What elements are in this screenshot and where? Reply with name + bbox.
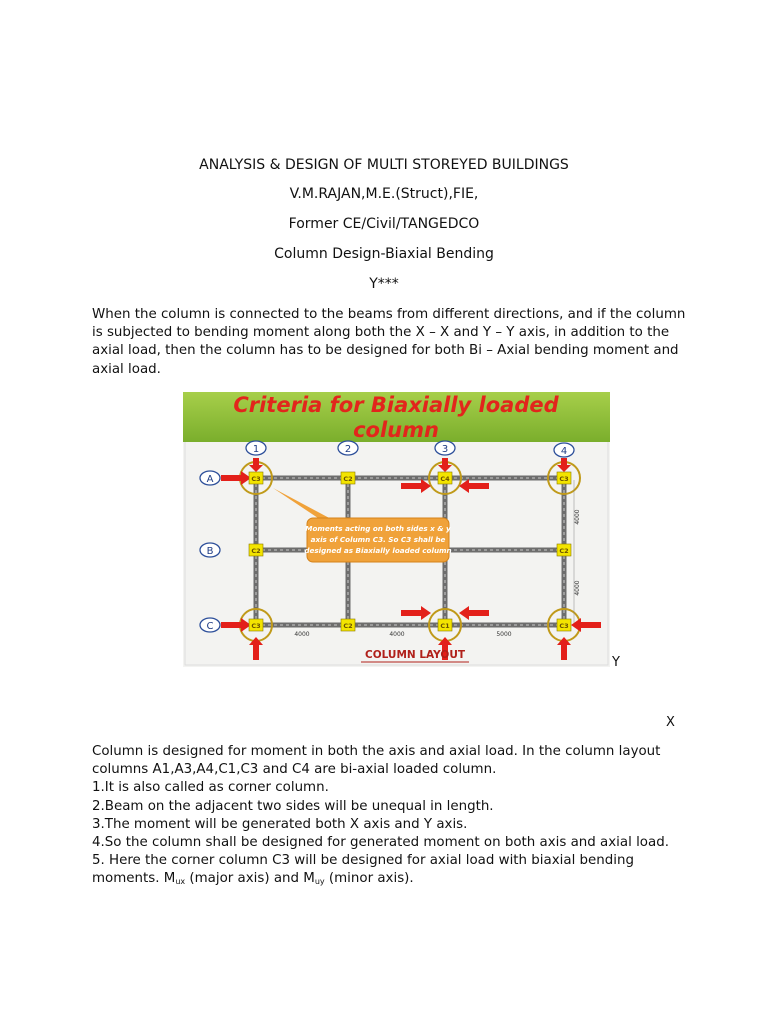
- list-item-4: 4.So the column shall be designed for generated moment on both axis and axial load.: [92, 835, 669, 851]
- author-name: V.M.RAJAN,M.E.(Struct),FIE,: [289, 186, 479, 202]
- column-label-c2: C2: [343, 622, 353, 630]
- grid-number-3: 3: [441, 444, 449, 455]
- list-item-2: 2.Beam on the adjacent two sides will be unequal in length.: [92, 798, 494, 814]
- moment-subscript-ux: ux: [175, 877, 186, 887]
- list-item-5-mid: (major axis) and M: [185, 871, 315, 887]
- span-label-2: 4000: [389, 631, 405, 638]
- grid-number-2: 2: [344, 444, 352, 455]
- axis-x-label: X: [666, 715, 675, 730]
- column-label-c1: C3: [251, 622, 261, 630]
- grid-letter-a: A: [206, 474, 214, 485]
- doc-title: ANALYSIS & DESIGN OF MULTI STOREYED BUILDINGS: [199, 157, 569, 173]
- list-item-3: 3.The moment will be generated both X axis and Y axis.: [92, 816, 468, 832]
- column-label-a1: C3: [251, 475, 261, 483]
- intro-paragraph: [92, 306, 692, 379]
- vertical-span-label-1: 4000: [574, 509, 581, 525]
- callout-line1: Moments acting on both sides x & y: [305, 524, 451, 533]
- column-label-b1: C2: [251, 547, 261, 555]
- column-label-c4: C3: [559, 622, 569, 630]
- figure-title-line1: Criteria for Biaxially loaded: [233, 393, 559, 417]
- intro-text: When the column is connected to the beams from different directions, and if the column is subjected to bending moment along both the X – X and Y – Y axis, in addition to the axial load, then the column has to be designed for both Bi – Axial bending moment and axial load.: [92, 307, 686, 377]
- section-mark: Y***: [369, 276, 399, 292]
- column-label-b4: C2: [559, 547, 569, 555]
- callout-line2: axis of Column C3. So C3 shall be: [310, 535, 446, 544]
- column-label-a3: C4: [440, 475, 450, 483]
- column-layout-label: COLUMN LAYOUT: [364, 649, 466, 661]
- grid-number-4: 4: [560, 446, 568, 457]
- column-label-a2: C2: [343, 475, 353, 483]
- list-item-5-end: (minor axis).: [324, 871, 414, 887]
- vertical-span-label-2: 4000: [574, 580, 581, 596]
- grid-letter-c: C: [206, 621, 214, 632]
- list-item-5-text: 5. Here the corner column C3 will be designed for axial load with biaxial bending moments. M: [92, 853, 634, 887]
- grid-letter-b: B: [206, 546, 214, 557]
- figure-title-line2: column: [353, 418, 439, 442]
- body-intro-text: Column is designed for moment in both the axis and axial load. In the column layout columns A1,A3,A4,C1,C3 and C4 are bi-axial loaded column.: [92, 744, 661, 778]
- span-label-3: 5000: [496, 631, 512, 638]
- section-title: Column Design-Biaxial Bending: [274, 246, 494, 262]
- column-layout-svg: [183, 392, 610, 667]
- grid-number-1: 1: [252, 444, 260, 455]
- column-label-c3: C1: [440, 622, 450, 630]
- callout-line3: designed as Biaxially loaded column: [304, 546, 452, 555]
- list-item-1: 1.It is also called as corner column.: [92, 780, 329, 796]
- span-label-1: 4000: [294, 631, 310, 638]
- body-paragraph: [92, 743, 682, 892]
- column-layout-figure: [183, 392, 610, 667]
- column-label-a4: C3: [559, 475, 569, 483]
- axis-y-label: Y: [612, 655, 620, 670]
- list-item-5: [92, 852, 682, 891]
- author-position: Former CE/Civil/TANGEDCO: [288, 216, 480, 232]
- moment-subscript-uy: uy: [314, 877, 325, 887]
